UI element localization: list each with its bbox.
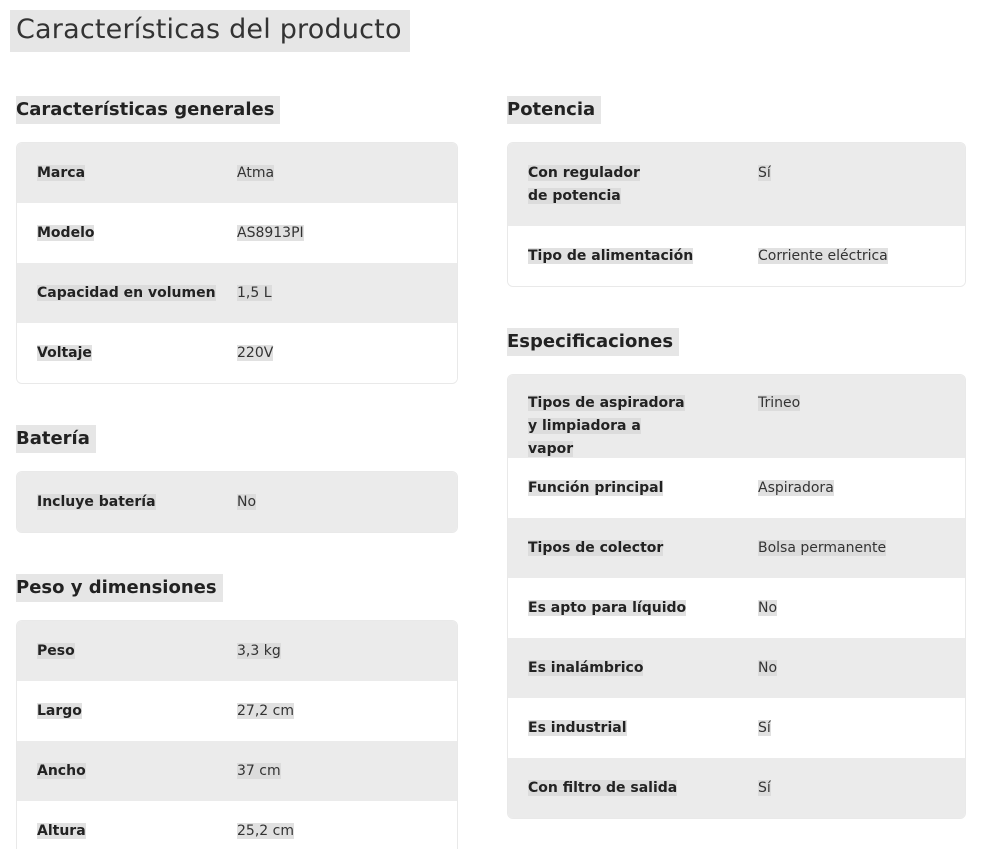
spec-table	[16, 142, 458, 384]
section-potencia	[507, 96, 966, 287]
section-title: Peso y dimensiones	[16, 574, 223, 602]
section-especificaciones	[507, 328, 966, 819]
spec-table	[507, 142, 966, 287]
spec-value: No	[758, 659, 778, 676]
spec-key: Con filtro de salida	[528, 779, 678, 796]
spec-row	[17, 203, 457, 263]
spec-value: 1,5 L	[237, 284, 272, 301]
spec-value: Trineo	[758, 395, 801, 411]
spec-key: Marca	[37, 164, 86, 181]
spec-value: No	[758, 599, 778, 616]
spec-key: Peso	[37, 642, 75, 659]
spec-row	[508, 698, 965, 758]
spec-row	[508, 458, 965, 518]
spec-row	[508, 143, 965, 226]
spec-key: Tipo de alimentación	[528, 247, 694, 264]
spec-table	[16, 620, 458, 849]
spec-value: 3,3 kg	[237, 642, 281, 659]
spec-value: Sí	[758, 719, 771, 736]
spec-key: Con regulador de potencia	[528, 165, 640, 204]
spec-table	[507, 374, 966, 819]
spec-value: 220V	[237, 344, 274, 361]
spec-key: Es industrial	[528, 719, 627, 736]
section-title: Características generales	[16, 96, 280, 124]
spec-row	[508, 758, 965, 818]
spec-value: No	[237, 493, 257, 510]
spec-table	[16, 471, 458, 533]
spec-row	[17, 472, 457, 532]
spec-value: Corriente eléctrica	[758, 247, 888, 264]
spec-row	[17, 263, 457, 323]
spec-value: Atma	[237, 164, 275, 181]
spec-value: Bolsa permanente	[758, 539, 887, 556]
spec-row	[17, 681, 457, 741]
page-title: Características del producto	[10, 10, 410, 52]
section-title: Potencia	[507, 96, 601, 124]
spec-key: Es apto para líquido	[528, 599, 687, 616]
spec-row	[508, 226, 965, 286]
section-peso-y-dimensiones	[16, 574, 458, 849]
spec-row	[17, 741, 457, 801]
spec-row	[17, 323, 457, 383]
spec-row	[508, 518, 965, 578]
spec-key: Incluye batería	[37, 493, 156, 510]
spec-row	[508, 578, 965, 638]
spec-key: Es inalámbrico	[528, 659, 644, 676]
spec-key: Función principal	[528, 479, 664, 496]
spec-value: 27,2 cm	[237, 702, 294, 719]
spec-row	[17, 801, 457, 849]
spec-value: 25,2 cm	[237, 822, 294, 839]
spec-row	[17, 621, 457, 681]
spec-key: Ancho	[37, 762, 86, 779]
spec-row	[17, 143, 457, 203]
spec-row	[508, 375, 965, 458]
spec-value: Sí	[758, 779, 771, 796]
spec-key: Largo	[37, 702, 82, 719]
spec-row	[508, 638, 965, 698]
spec-key: Altura	[37, 822, 86, 839]
spec-key: Modelo	[37, 224, 95, 241]
spec-key: Voltaje	[37, 344, 92, 361]
section-caracteristicas-generales	[16, 96, 458, 384]
spec-value: AS8913PI	[237, 224, 304, 241]
spec-key: Tipos de aspiradora y limpiadora a vapor	[528, 395, 685, 457]
section-title: Batería	[16, 425, 96, 453]
spec-key: Capacidad en volumen	[37, 284, 216, 301]
spec-key: Tipos de colector	[528, 539, 664, 556]
spec-value: Sí	[758, 165, 771, 181]
section-bateria	[16, 425, 458, 533]
section-title: Especificaciones	[507, 328, 679, 356]
spec-value: 37 cm	[237, 762, 281, 779]
spec-value: Aspiradora	[758, 479, 834, 496]
